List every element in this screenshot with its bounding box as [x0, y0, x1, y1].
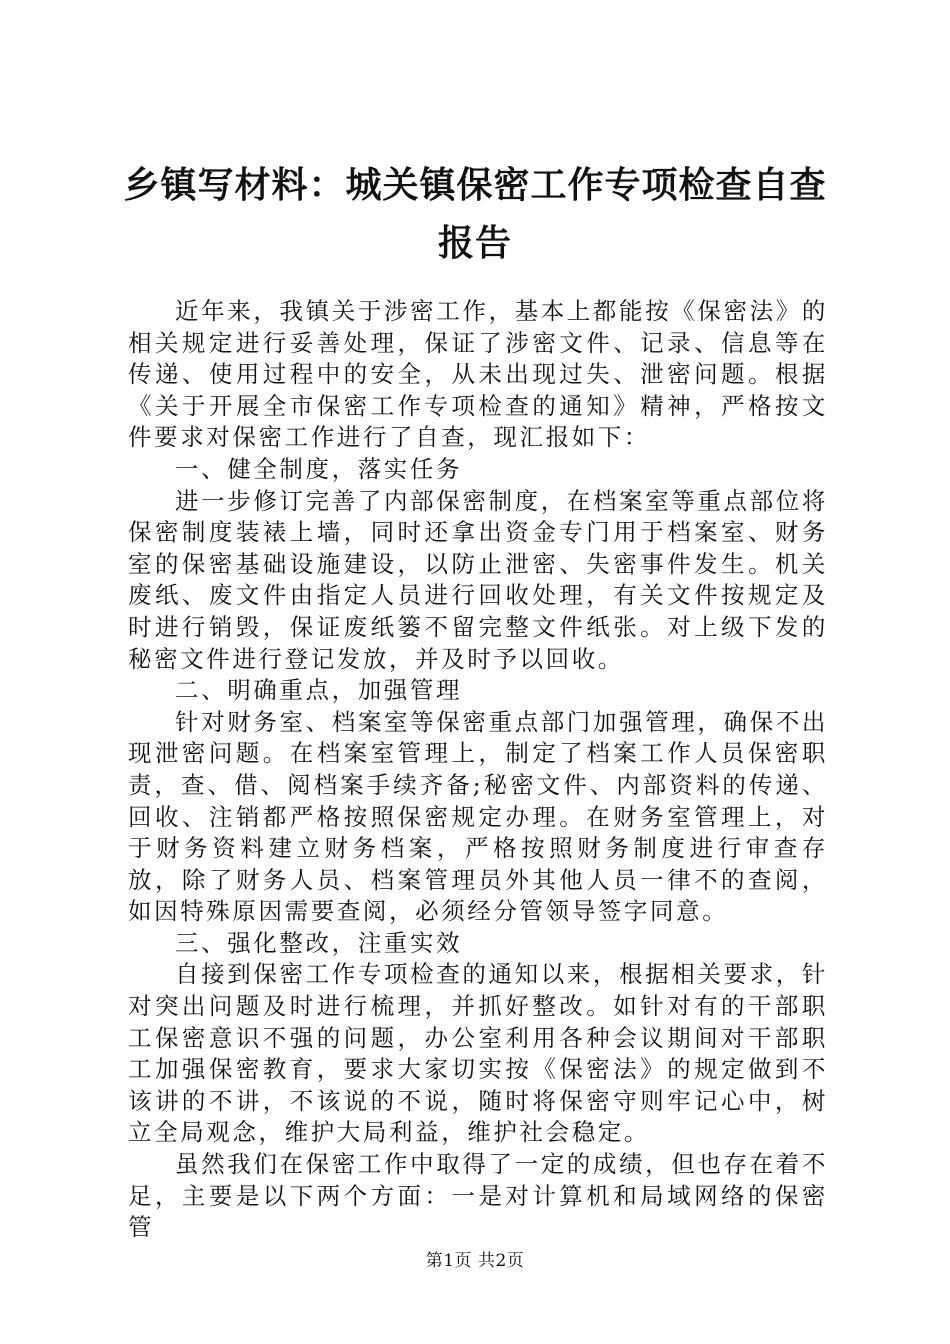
document-title: 乡镇写材料：城关镇保密工作专项检查自查报告 [123, 164, 827, 264]
section-heading-2: 二、明确重点，加强管理 [175, 676, 463, 705]
closing-paragraph: 虽然我们在保密工作中取得了一定的成绩，但也存在着不足，主要是以下两个方面：一是对计算机和局域网络的保密管 [128, 1150, 828, 1242]
section-paragraph-3: 自接到保密工作专项检查的通知以来，根据相关要求，针对突出问题及时进行梳理，并抓好整改。如针对有的干部职工保密意识不强的问题，办公室利用各种会议期间对干部职工加强保密教育，要求大家切实按《保密法》的规定做到不该讲的不讲，不该说的不说，随时将保密守则牢记心中，树立全局观念，维护大局利益，维护社会稳定。 [128, 960, 828, 1147]
intro-paragraph: 近年来，我镇关于涉密工作，基本上都能按《保密法》的相关规定进行妥善处理，保证了涉密文件、记录、信息等在传递、使用过程中的安全，从未出现过失、泄密问题。根据《关于开展全市保密工作专项检查的通知》精神，严格按文件要求对保密工作进行了自查，现汇报如下： [128, 297, 828, 452]
section-heading-3: 三、强化整改，注重实效 [175, 928, 463, 957]
page-number-footer: 第1页 共2页 [425, 1251, 525, 1271]
section-heading-1: 一、健全制度，落实任务 [175, 454, 463, 483]
section-paragraph-2: 针对财务室、档案室等保密重点部门加强管理，确保不出现泄密问题。在档案室管理上，制定了档案工作人员保密职责，查、借、阅档案手续齐备;秘密文件、内部资料的传递、回收、注销都严格按照保密规定办理。在财务室管理上，对于财务资料建立财务档案，严格按照财务制度进行审查存放，除了财务人员、档案管理员外其他人员一律不的查阅，如因特殊原因需要查阅，必须经分管领导签字同意。 [128, 707, 828, 926]
section-paragraph-1: 进一步修订完善了内部保密制度，在档案室等重点部位将保密制度装裱上墙，同时还拿出资金专门用于档案室、财务室的保密基础设施建设，以防止泄密、失密事件发生。机关废纸、废文件由指定人员进行回收处理，有关文件按规定及时进行销毁，保证废纸篓不留完整文件纸张。对上级下发的秘密文件进行登记发放，并及时予以回收。 [128, 486, 828, 673]
document-body [128, 296, 828, 1244]
